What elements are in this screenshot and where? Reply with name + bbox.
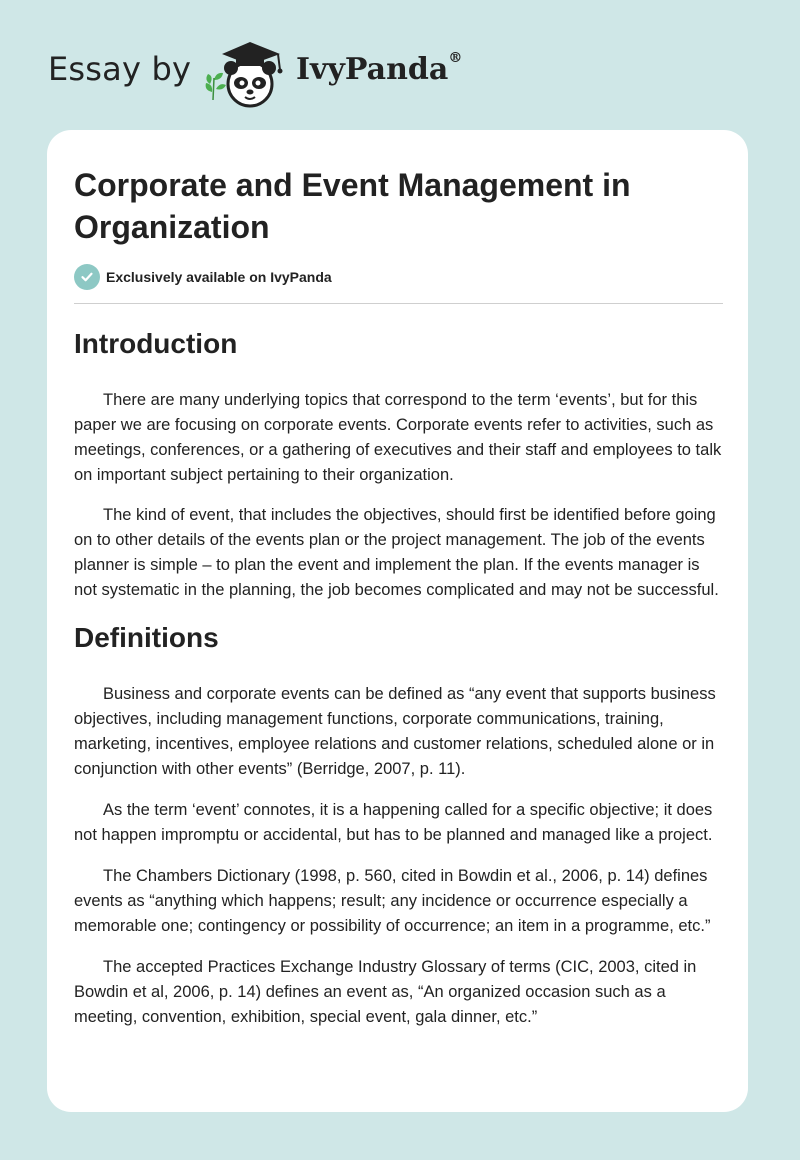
exclusive-badge — [74, 264, 332, 290]
paragraph: The kind of event, that includes the objectives, should first be identified before going on to other details of the events plan or the project management. The job of the events planner is simple – to plan the event and implement the plan. If the events manager is not systematic in the planning, the job becomes complicated and may not be successful. — [74, 506, 719, 599]
essay-title: Corporate and Event Management in Organization — [74, 167, 631, 245]
brand-prefix: Essay by — [48, 50, 192, 88]
divider — [74, 303, 723, 304]
check-circle-icon — [74, 264, 100, 290]
paragraph: Business and corporate events can be defined as “any event that supports business objectives, including management functions, corporate communications, training, marketing, incentives, employee relations and customer relations, scheduled alone or in conjunction with other events” (Berridge, 2007, p. 11). — [74, 685, 716, 778]
essay-card — [47, 130, 748, 1112]
brand-name[interactable] — [296, 52, 462, 87]
essay-body — [74, 322, 726, 1030]
leaf-icon — [206, 73, 226, 100]
paragraph: As the term ‘event’ connotes, it is a happening called for a specific objective; it does not happen impromptu or accidental, but has to be planned and managed like a project. — [74, 801, 713, 844]
registered-mark: ® — [448, 50, 463, 66]
panda-graduation-cap-icon[interactable] — [200, 34, 292, 110]
paragraph: The Chambers Dictionary (1998, p. 560, cited in Bowdin et al., 2006, p. 14) defines events as “anything which happens; result; any incidence or occurrence especially a memorable one; contingency or possibility of occurrence; an item in a programme, etc.” — [74, 867, 711, 935]
paragraph: There are many underlying topics that correspond to the term ‘events’, but for this paper we are focusing on corporate events. Corporate events refer to activities, such as meetings, conferences, or a gathering of executives and their staff and employees to talk on important subject pertaining to their organization. — [74, 391, 722, 484]
badge-text: Exclusively available on IvyPanda — [106, 269, 332, 285]
site-header — [0, 0, 800, 130]
paragraph: The accepted Practices Exchange Industry Glossary of terms (CIC, 2003, cited in Bowdin et al, 2006, p. 14) defines an event as, “An organized occasion such as a meeting, convention, exhibition, special event, gala dinner, etc.” — [74, 958, 697, 1026]
section-heading-introduction: Introduction — [74, 328, 238, 359]
section-heading-definitions: Definitions — [74, 622, 219, 653]
brand-name-text: IvyPanda — [296, 52, 449, 87]
